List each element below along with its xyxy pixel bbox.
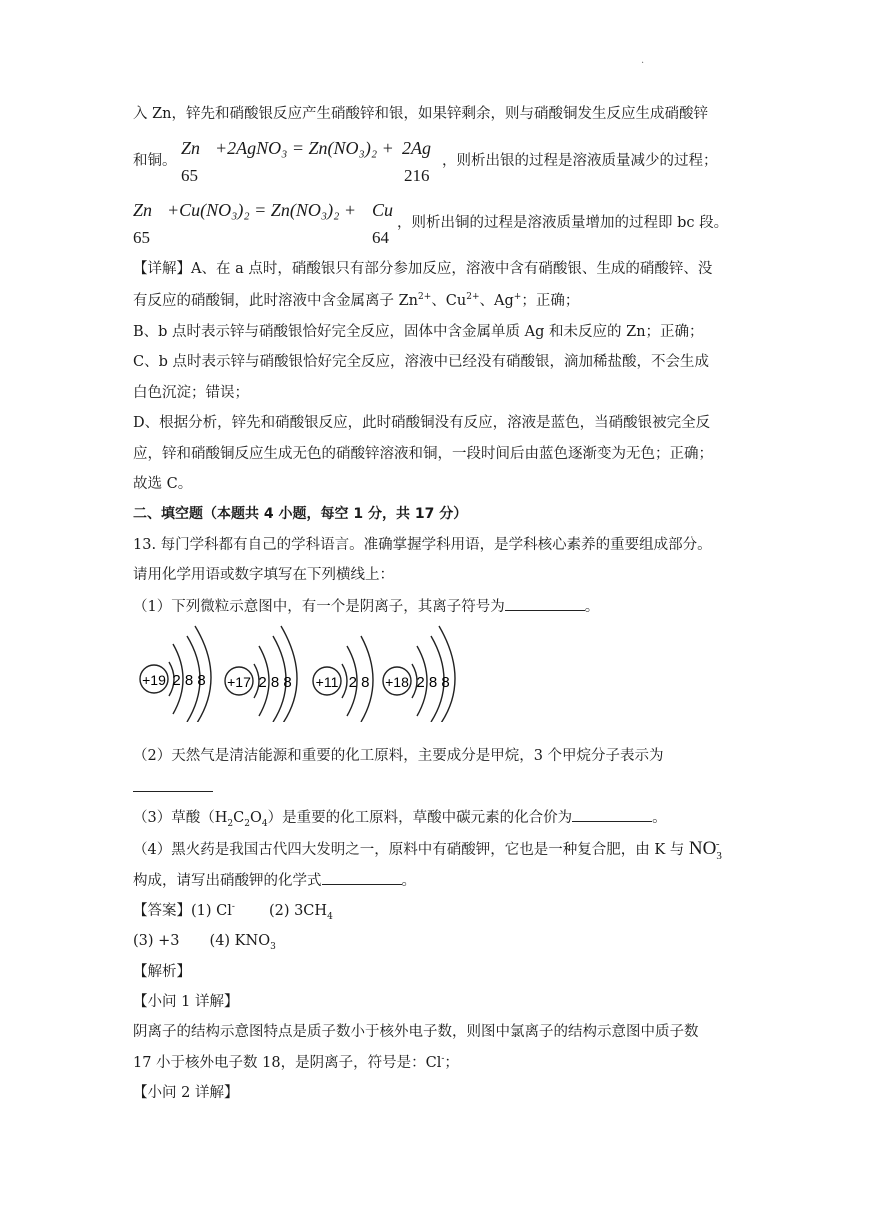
subquestion-1-heading: 【小问 1 详解】	[133, 994, 239, 1010]
detail-b: B、b 点时表示锌与硝酸银恰好完全反应，固体中含金属单质 Ag 和未反应的 Zn；正确；	[133, 324, 704, 340]
answer-blank	[505, 596, 585, 611]
detail-a-line1: 【详解】A、在 a 点时，硝酸银只有部分参加反应，溶液中含有硝酸银、生成的硝酸锌、没	[133, 261, 713, 277]
shell-electrons-label: 2 8	[348, 674, 370, 691]
eq2-mid: +Cu(NO₃)₂ = Zn(NO₃)₂ +	[167, 200, 356, 220]
question-13-part4: （4）黑火药是我国古代四大发明之一，原料中有硝酸钾，它也是一种复合肥，由 K 与 $NO_3^-$	[133, 837, 722, 862]
paragraph-line: 入 Zn，锌先和硝酸银反应产生硝酸锌和银，如果锌剩余，则与硝酸铜发生反应生成硝酸锌	[133, 106, 709, 122]
subquestion-1-text-line1: 阴离子的结构示意图特点是质子数小于核外电子数，则图中氯离子的结构示意图中质子数	[133, 1024, 699, 1040]
page-dot: ·	[641, 58, 645, 69]
nucleus-label: +17	[227, 674, 251, 690]
nucleus-label: +19	[142, 672, 166, 688]
eq2-lhs: Zn	[133, 200, 153, 220]
detail-d-line2: 应，锌和硝酸铜反应生成无色的硝酸锌溶液和铜，一段时间后由蓝色逐渐变为无色；正确；	[133, 446, 713, 462]
question-13-part1: （1）下列微粒示意图中，有一个是阴离子，其离子符号为 。	[133, 596, 599, 617]
question-13-part3: （3）草酸$(H_2C_2O_4)$是重要的化工原料，草酸中碳元素的化合价为 。	[133, 807, 667, 828]
detail-c-line2: 白色沉淀；错误；	[133, 385, 249, 401]
section-heading: 二、填空题（本题共 4 小题，每空 1 分，共 17 分）	[133, 506, 468, 522]
eq1-mass-left: 65	[181, 166, 198, 185]
answer-blank	[133, 777, 213, 792]
analysis-heading: 【解析】	[133, 964, 191, 980]
nucleus-label: +18	[385, 674, 409, 690]
shell-electrons-label: 2 8 8	[172, 672, 206, 689]
answer-row-2: (3) +3 (4) $KNO_3$	[133, 933, 276, 952]
paragraph-prefix: 和铜。	[133, 153, 177, 169]
eq2-mass-right: 64	[372, 228, 389, 247]
eq2-rhs: Cu	[372, 200, 394, 220]
answer-row-1: 【答案】(1) Cl- (2) $3CH_4$	[133, 902, 333, 922]
question-13-line2: 请用化学用语或数字填写在下列横线上：	[133, 567, 394, 583]
answer-blank-line	[133, 777, 213, 798]
nucleus-label: +11	[315, 674, 339, 690]
shell-electrons-label: 2 8 8	[258, 674, 292, 691]
atom-structure-diagram	[133, 622, 473, 722]
detail-answer: 故选 C。	[133, 476, 193, 492]
answer-blank	[322, 870, 402, 885]
question-13-line1: 13. 每门学科都有自己的学科语言。准确掌握学科用语，是学科核心素养的重要组成部分。	[133, 537, 712, 553]
detail-d-line1: D、根据分析，锌先和硝酸银反应，此时硝酸铜没有反应，溶液是蓝色，当硝酸银被完全反	[133, 415, 711, 431]
eq1-rhs: 2Ag	[402, 138, 431, 158]
subquestion-2-heading: 【小问 2 详解】	[133, 1085, 239, 1101]
eq1-mass-right: 216	[404, 166, 430, 185]
eq1-lhs: Zn	[181, 138, 201, 158]
shell-electrons-label: 2 8 8	[416, 674, 450, 691]
eq1-mid: +2AgNO₃ = Zn(NO₃)₂ +	[215, 138, 394, 158]
eq2-mass-left: 65	[133, 228, 150, 247]
paragraph-suffix: ，则析出银的过程是溶液质量减少的过程；	[442, 153, 718, 169]
paragraph-suffix: ，则析出铜的过程是溶液质量增加的过程即 bc 段。	[397, 215, 729, 231]
detail-a-line2: 有反应的硝酸铜，此时溶液中含金属离子 $Zn^{2+}$、$Cu^{2+}$、Ag+；正确；	[133, 292, 580, 309]
subquestion-1-text-line2: 17 小于核外电子数 18，是阴离子，符号是：Cl-；	[133, 1054, 459, 1071]
answer-blank	[572, 807, 652, 822]
detail-c-line1: C、b 点时表示锌与硝酸银恰好完全反应，溶液中已经没有硝酸银，滴加稀盐酸，不会生成	[133, 354, 709, 370]
question-13-part2: （2）天然气是清洁能源和重要的化工原料，主要成分是甲烷，3 个甲烷分子表示为	[133, 748, 664, 764]
question-13-part4-line2: 构成，请写出硝酸钾的化学式 。	[133, 870, 416, 891]
